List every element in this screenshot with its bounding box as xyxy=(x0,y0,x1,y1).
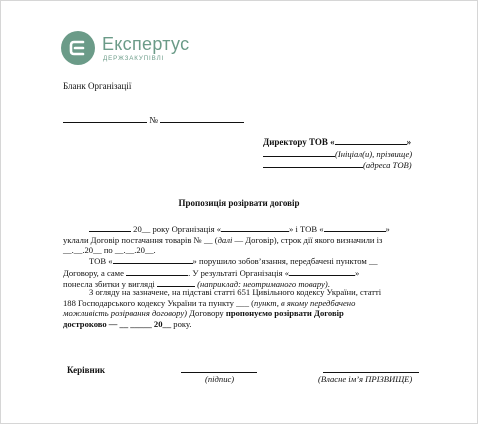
p2-text-c: Договору, а саме xyxy=(63,267,124,278)
org-blank xyxy=(221,223,289,232)
paragraph-2 xyxy=(63,255,419,290)
signature-line xyxy=(181,372,257,373)
paragraph-1 xyxy=(63,223,419,256)
p1-text-italic: далі xyxy=(217,234,233,245)
date-blank xyxy=(63,114,147,123)
addressee-to: Директору ТОВ « xyxy=(263,137,335,147)
address-line xyxy=(263,159,412,170)
addressee-close: » xyxy=(406,137,412,147)
p1-text-e: — Договір), строк дії якого визначили із xyxy=(232,234,383,245)
p3-text-bold-b: достроково — __ _____ 20__ xyxy=(63,318,172,329)
p2-text-a: ТОВ « xyxy=(89,256,113,266)
tov-name-blank xyxy=(113,255,193,264)
name-line xyxy=(323,372,419,373)
p3-text-d: року. xyxy=(171,318,192,329)
p3-text-italic-a: пункт, в якому передбачено xyxy=(254,297,356,308)
p3-text-a: З огляду на зазначене, на підставі статті 651 Цивільного кодексу України, статті xyxy=(89,287,382,297)
logo-subtitle: ДЕРЖЗАКУПІВЛІ xyxy=(103,55,165,62)
reference-line xyxy=(63,114,244,125)
addressee-line xyxy=(263,136,411,147)
tov-blank xyxy=(324,223,386,232)
p1-text-c: » xyxy=(385,224,390,234)
logo-icon xyxy=(61,31,95,65)
p2-text-b: » порушило зобов’язання, передбачені пунктом __ xyxy=(192,256,378,266)
address-caption: (адреса ТОВ) xyxy=(363,160,412,170)
address-blank xyxy=(263,159,363,168)
document-title: Пропозиція розірвати договір xyxy=(178,198,300,208)
p2-text-d: . У результаті Організація « xyxy=(188,267,290,278)
p3-text-c: Договору xyxy=(187,308,226,319)
signature-caption: (підпис) xyxy=(205,374,235,384)
p1-text-d: уклали Договір постачання товарів № __ ( xyxy=(63,234,218,245)
number-sign: № xyxy=(149,115,158,125)
p2-text-italic: (наприклад: неотриманого товару) xyxy=(197,279,328,290)
p2-text-e: » xyxy=(355,267,360,278)
p1-text-f: __.__.20__ по __.__.20__. xyxy=(63,245,156,256)
initials-caption: (Ініціал(и), прізвище) xyxy=(335,149,413,159)
paragraph-3 xyxy=(63,287,419,329)
name-caption: (Власне ім’я ПРІЗВИЩЕ) xyxy=(318,374,413,384)
signature-head: Керівник xyxy=(67,365,106,375)
violation-blank xyxy=(126,267,188,276)
p3-text-bold-a: пропонуємо розірвати Договір xyxy=(225,308,344,319)
letterhead-label: Бланк Організації xyxy=(63,81,132,91)
damages-blank xyxy=(157,278,195,287)
logo-name: Експертус xyxy=(102,34,190,54)
p3-text-italic-b: можливість розірвання договору) xyxy=(63,308,188,319)
p2-text-g: . xyxy=(327,279,330,290)
initials-blank xyxy=(263,148,335,157)
p2-text-f: понесла збитки у вигляді xyxy=(63,279,157,290)
company-blank xyxy=(335,136,407,145)
day-month-blank xyxy=(89,223,131,232)
org-name-blank xyxy=(289,267,355,276)
initials-line xyxy=(263,148,412,159)
p1-text-b: » і ТОВ « xyxy=(289,224,324,234)
number-blank xyxy=(160,114,244,123)
p1-text-a: 20__ року Організація « xyxy=(133,224,222,234)
p3-text-b: 188 Господарського кодексу України та пункту ___ ( xyxy=(63,297,255,308)
